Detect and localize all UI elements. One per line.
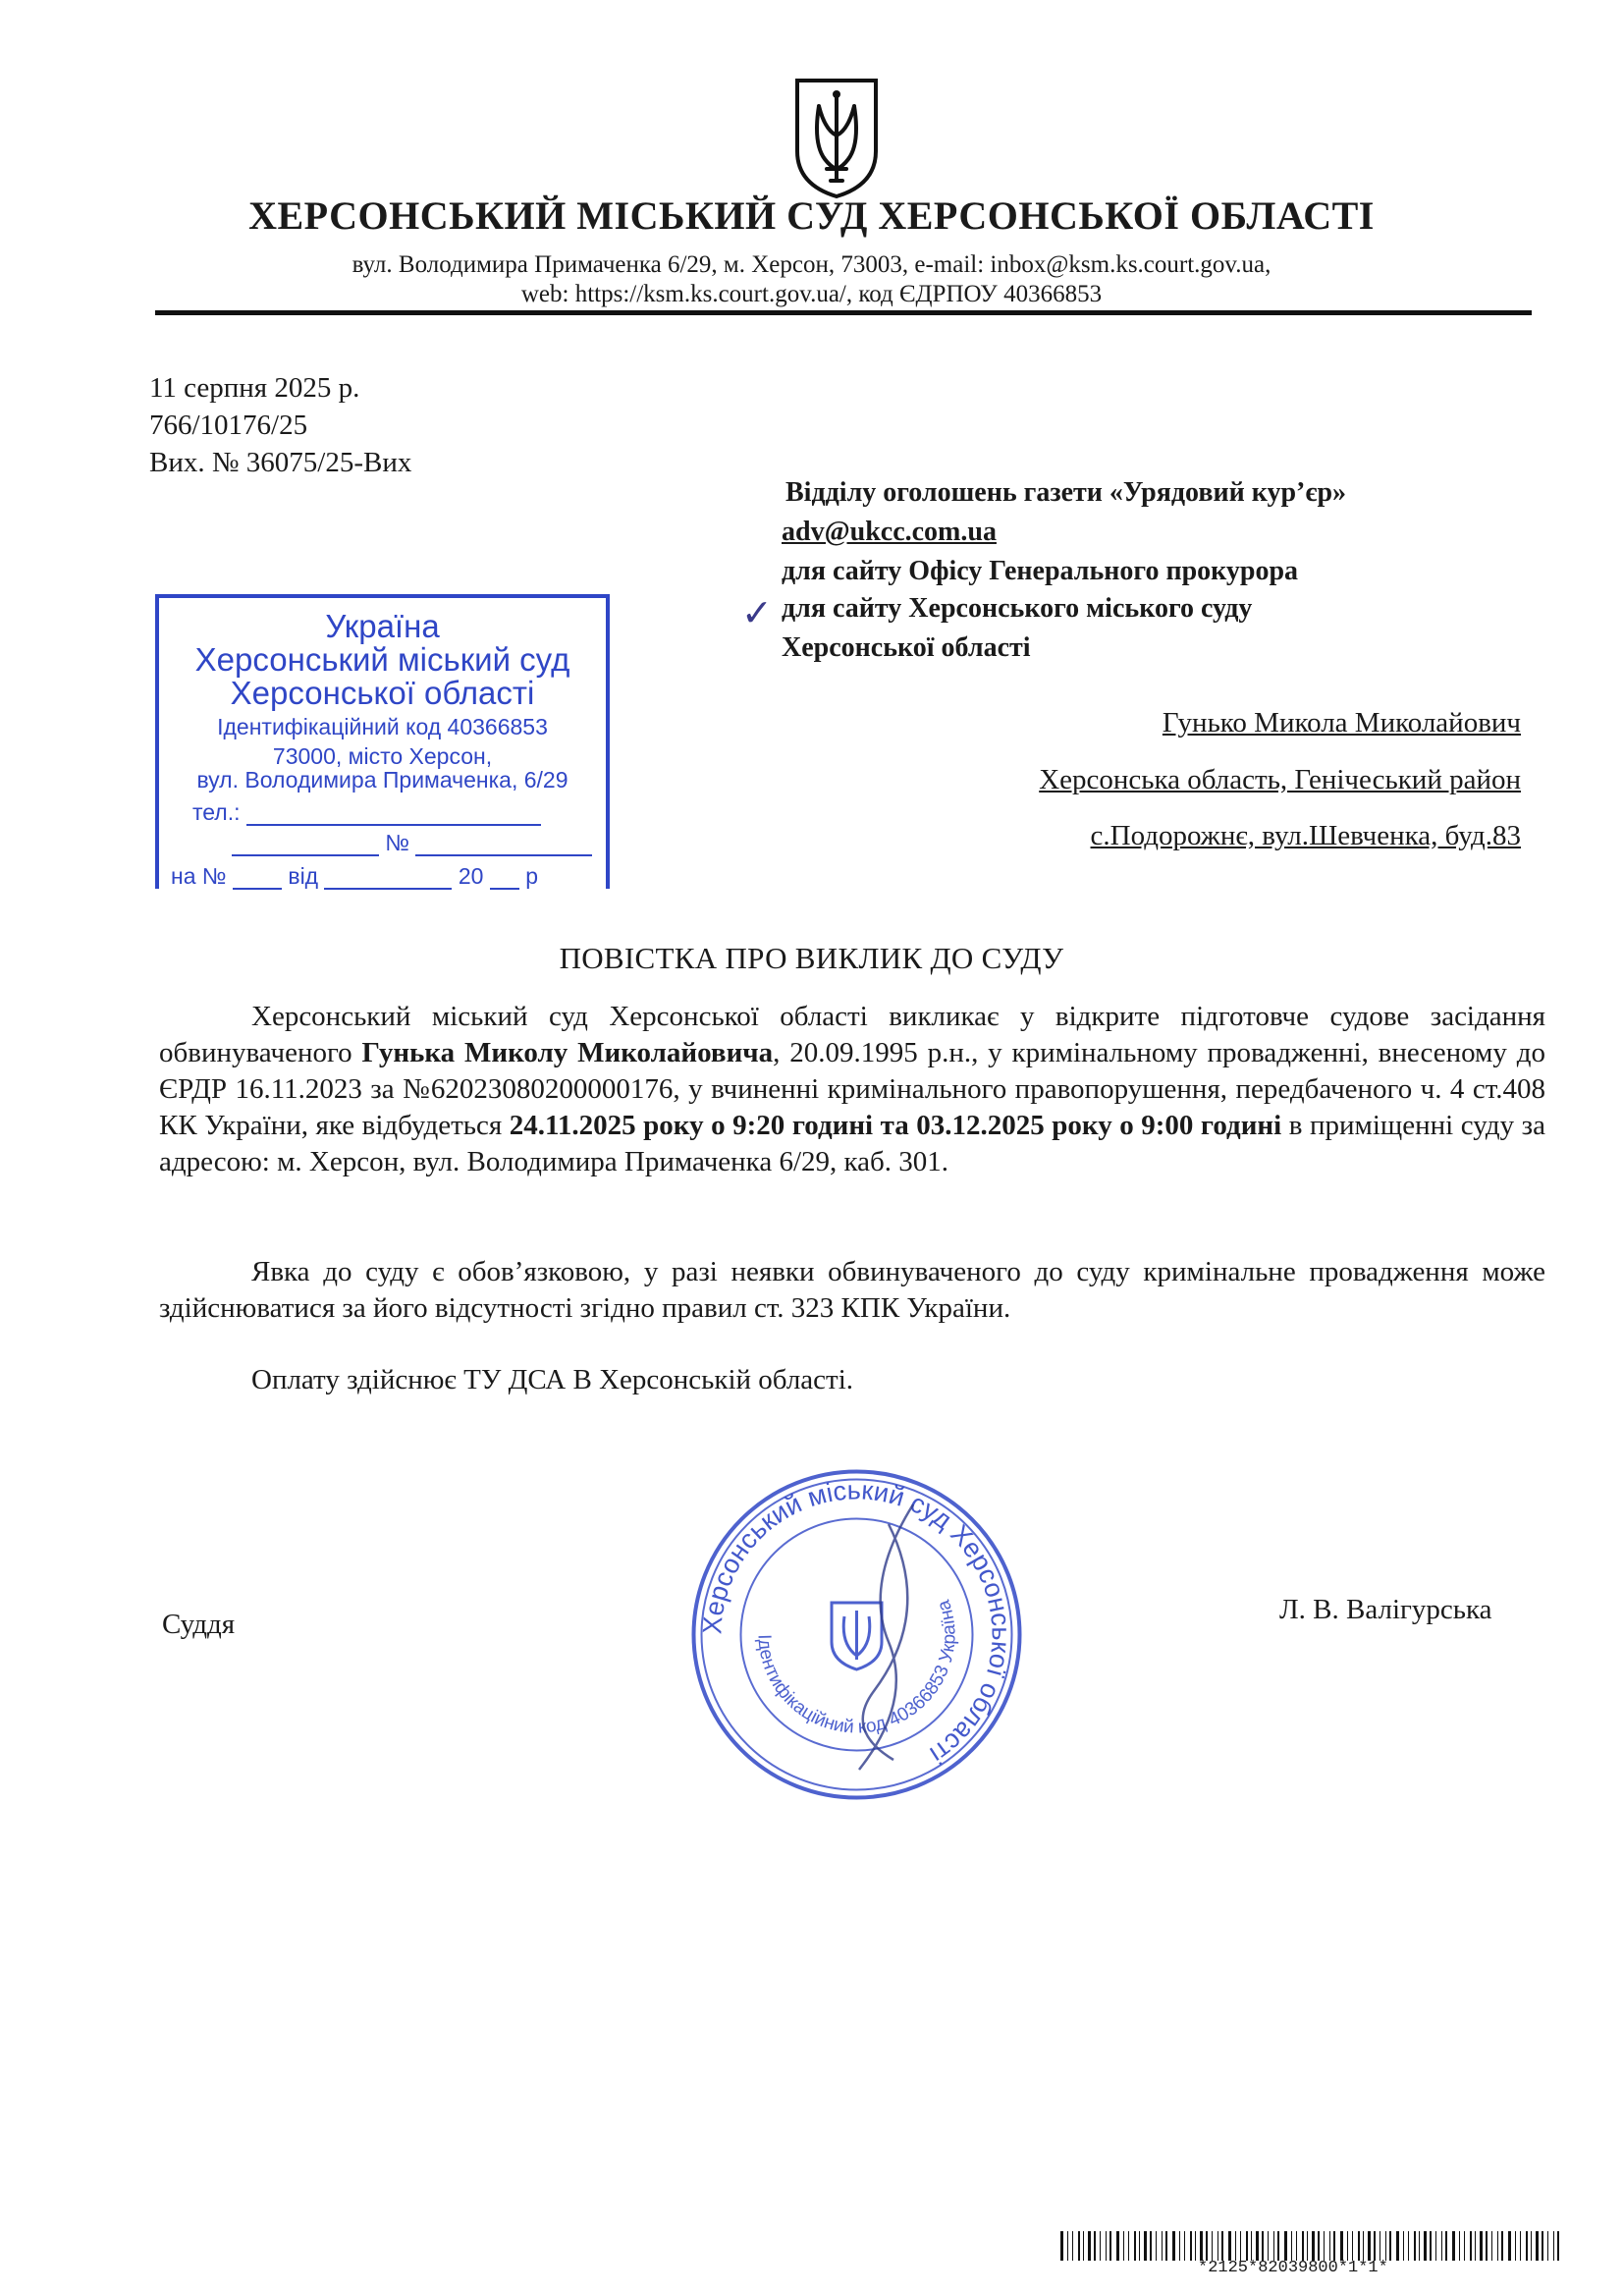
court-address: вул. Володимира Примаченка 6/29, м. Херсон, 73003, e-mail: inbox@ksm.ks.court.gov.ua,	[352, 251, 1271, 278]
stamp-tel	[192, 799, 639, 826]
court-seal	[687, 1465, 1026, 1804]
stamp-date-line	[324, 888, 452, 890]
seal-outer-text: Херсонський міський суд Херсонської області	[697, 1475, 1016, 1770]
stamp-number	[232, 830, 678, 856]
stamp-number-line2	[415, 854, 592, 856]
stamp-ref-line	[233, 888, 282, 890]
seal-inner-text: Ідентифікаційний код 40366853 Україна	[753, 1597, 960, 1738]
header-divider	[155, 310, 1532, 315]
document-date: 11 серпня 2025 р.	[149, 372, 360, 404]
stamp-year-line	[490, 888, 519, 890]
barcode	[1060, 2231, 1563, 2261]
recipient-email[interactable]: adv@ukcc.com.ua	[782, 517, 997, 547]
stamp-reference	[171, 863, 618, 890]
addressee-name: Гунько Микола Миколайович	[1162, 707, 1521, 738]
defendant-name: Гунька Миколу Миколайовича	[361, 1037, 774, 1068]
stamp-city: 73000, місто Херсон,	[272, 743, 493, 769]
stamp-ref-label: на №	[171, 863, 227, 889]
barcode-text: *2125*82039800*1*1*	[1198, 2259, 1388, 2277]
stamp-year-label: 20	[458, 863, 484, 889]
seal-trident-icon	[832, 1603, 882, 1669]
stamp-tel-label: тел.:	[192, 799, 241, 825]
court-web: web: https://ksm.ks.court.gov.ua/, код ЄДРПОУ 40366853	[520, 281, 1103, 307]
check-mark-icon: ✓	[741, 593, 773, 634]
stamp-from-label: від	[288, 863, 319, 889]
stamp-code: Ідентифікаційний код 40366853	[217, 714, 548, 739]
stamp-country: Україна	[325, 608, 440, 644]
addressee-street: с.Подорожнє, вул.Шевченка, буд.83	[1090, 820, 1521, 851]
summons-paragraph	[159, 999, 1545, 1180]
recipient-prosecutor: для сайту Офісу Генерального прокурора	[782, 556, 1299, 586]
court-registration-stamp	[155, 594, 610, 889]
stamp-street: вул. Володимира Примаченка, 6/29	[196, 767, 568, 793]
addressee-region: Херсонська область, Генічеський район	[1039, 764, 1521, 795]
p1-text-c: в приміщенні суду за адресою: м. Херсон, вул. Володимира Примаченка 6/29, каб. 301.	[159, 1110, 1545, 1177]
court-name: ХЕРСОНСЬКИЙ МІСЬКИЙ СУД ХЕРСОНСЬКОЇ ОБЛАСТІ	[248, 193, 1375, 238]
stamp-court: Херсонський міський суд	[194, 641, 570, 678]
payment-paragraph: Оплату здійснює ТУ ДСА В Херсонській області.	[251, 1364, 854, 1395]
stamp-tel-line	[246, 824, 541, 826]
p1-text-a: Херсонський міський суд Херсонської області викликає у відкрите підготовче судове засідання обвинуваченого	[159, 1001, 1545, 1068]
hearing-dates: 24.11.2025 року о 9:20 годині та 03.12.2025 року о 9:00 годині	[509, 1110, 1282, 1141]
p1-text-b: , 20.09.1995 р.н., у кримінальному провадженні, внесеному до ЄРДР 16.11.2023 за №62023080200000176, у вчиненні кримінального правопорушення, передбаченого ч. 4 ст.408 КК України, яке відбудеться	[159, 1037, 1545, 1141]
judge-label: Суддя	[162, 1609, 236, 1640]
document-title: ПОВІСТКА ПРО ВИКЛИК ДО СУДУ	[559, 941, 1064, 975]
recipient-court-region: Херсонської області	[782, 632, 1031, 663]
stamp-year-suffix: р	[525, 863, 539, 889]
case-number: 766/10176/25	[149, 410, 308, 441]
outgoing-number: Вих. № 36075/25-Вих	[149, 447, 412, 478]
recipient-newspaper: Відділу оголошень газети «Урядовий кур’єр»	[785, 477, 1347, 508]
judge-name: Л. В. Валігурська	[1279, 1594, 1492, 1625]
stamp-number-line	[232, 854, 379, 856]
attendance-paragraph: Явка до суду є обов’язковою, у разі неявки обвинуваченого до суду кримінальне провадження може здійснюватися за його відсутності згідно правил ст. 323 КПК України.	[159, 1256, 1545, 1324]
stamp-number-label: №	[385, 830, 410, 855]
coat-of-arms-icon	[791, 75, 882, 200]
recipient-court-site: для сайту Херсонського міського суду	[782, 593, 1253, 624]
stamp-region: Херсонської області	[230, 675, 535, 711]
